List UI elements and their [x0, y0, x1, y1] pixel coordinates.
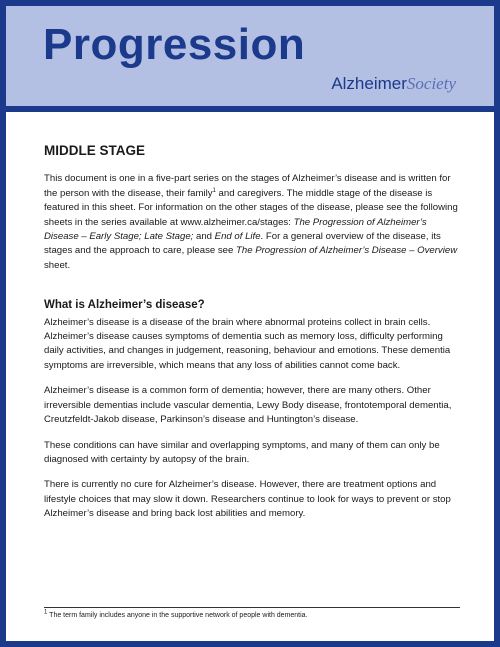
intro-text-2: and caregivers. The middle stage of the disease is featured in this sheet. For information on the other stages of the disease, please see the following sheets in the series available at www.alzheimer.ca/stages:	[44, 187, 458, 228]
main-content	[44, 144, 464, 533]
what-is-paragraph-1: Alzheimer’s disease is a disease of the brain where abnormal proteins collect in brain cells. Alzheimer’s disease causes symptoms of dementia such as memory loss, difficulty performing daily activities, and changes in judgement, reasoning, behaviour and emotions. These dementia symptoms are irreversible, which means that any loss of abilities cannot come back.	[44, 316, 451, 371]
brand-name-part1: Alzheimer	[331, 74, 407, 93]
intro-italic-3: The Progression of Alzheimer’s Disease – Overview	[236, 245, 458, 257]
intro-paragraph	[44, 172, 464, 273]
alzheimer-society-logo	[331, 74, 456, 94]
what-is-heading: What is Alzheimer’s disease?	[44, 299, 205, 312]
footnote-marker: 1	[44, 609, 48, 616]
footnote-text: The term family includes anyone in the supportive network of people with dementia.	[47, 612, 308, 619]
intro-text-3: and	[193, 231, 215, 243]
intro-text-5: sheet.	[44, 259, 71, 271]
brand-name-part2: Society	[406, 74, 456, 93]
intro-footnote-ref: 1	[212, 187, 216, 194]
what-is-paragraph-4: There is currently no cure for Alzheimer’s disease. However, there are treatment options and lifestyle choices that may slow it down. Researchers continue to look for ways to prevent or stop Alzheimer’s disease and bring back lost abilities and memory.	[44, 479, 451, 520]
header-banner	[6, 6, 494, 112]
footnote	[44, 607, 460, 620]
what-is-paragraph-2: Alzheimer’s disease is a common form of dementia; however, there are many others. Other irreversible dementias include vascular dementia, Lewy Body disease, frontotemporal dementia, Creutzfeldt-Jakob disease, Parkinson’s disease and Huntington’s disease.	[44, 385, 452, 426]
intro-text-1: This document is one in a five-part series on the stages of Alzheimer’s disease and is written for the person with the disease, their family	[44, 173, 451, 199]
intro-italic-1: The Progression of Alzheimer’s Disease – Early Stage; Late Stage;	[44, 216, 427, 243]
intro-text-4: . For a general overview of the disease, its stages and the approach to care, please see	[44, 231, 441, 257]
document-title: Progression	[43, 20, 306, 69]
what-is-paragraph-3: These conditions can have similar and overlapping symptoms, and many of them can only be diagnosed with certainty by autopsy of the brain.	[44, 439, 440, 465]
section-title: MIDDLE STAGE	[44, 143, 145, 158]
intro-italic-2: End of Life	[214, 231, 261, 243]
